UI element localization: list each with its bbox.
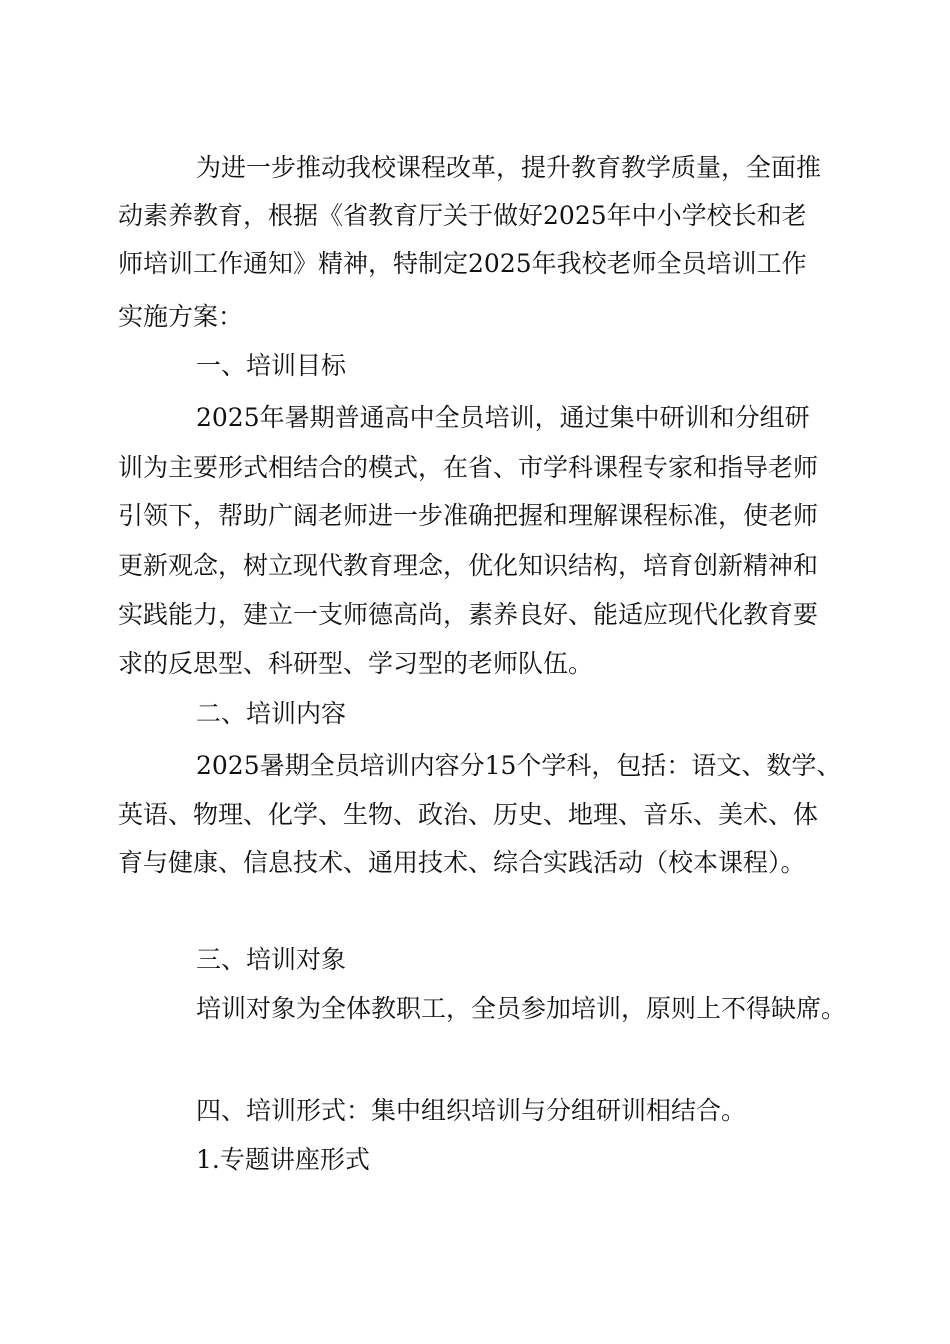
section-heading-format: 四、培训形式：集中组织培训与分组研训相结合。 <box>196 1096 747 1125</box>
intro-line-1: 为进一步推动我校课程改革，提升教育教学质量，全面推 <box>196 153 822 182</box>
section-heading-audience: 三、培训对象 <box>196 945 347 974</box>
intro-line-4: 实施方案： <box>118 302 244 331</box>
content-line-1: 2025暑期全员培训内容分15个学科，包括：语文、数学、 <box>196 751 842 780</box>
section-heading-goals: 一、培训目标 <box>196 351 347 380</box>
goals-line-6: 求的反思型、科研型、学习型的老师队伍。 <box>118 649 594 678</box>
intro-line-3: 师培训工作通知》精神，特制定2025年我校老师全员培训工作 <box>118 249 807 278</box>
section-heading-content: 二、培训内容 <box>196 699 347 728</box>
goals-line-5: 实践能力，建立一支师德高尚，素养良好、能适应现代化教育要 <box>118 600 819 629</box>
audience-line-1: 培训对象为全体教职工，全员参加培训，原则上不得缺席。 <box>196 994 847 1023</box>
goals-line-2: 训为主要形式相结合的模式，在省、市学科课程专家和指导老师 <box>118 453 819 482</box>
content-line-3: 育与健康、信息技术、通用技术、综合实践活动（校本课程）。 <box>118 848 806 877</box>
goals-line-3: 引领下，帮助广阔老师进一步准确把握和理解课程标准，使老师 <box>118 501 819 530</box>
intro-line-2: 动素养教育，根据《省教育厅关于做好2025年中小学校长和老 <box>118 201 807 230</box>
format-item-1: 1.专题讲座形式 <box>196 1145 370 1174</box>
goals-line-1: 2025年暑期普通高中全员培训，通过集中研训和分组研 <box>196 403 810 432</box>
goals-line-4: 更新观念，树立现代教育理念，优化知识结构，培育创新精神和 <box>118 551 819 580</box>
content-line-2: 英语、物理、化学、生物、政治、历史、地理、音乐、美术、体 <box>118 800 819 829</box>
